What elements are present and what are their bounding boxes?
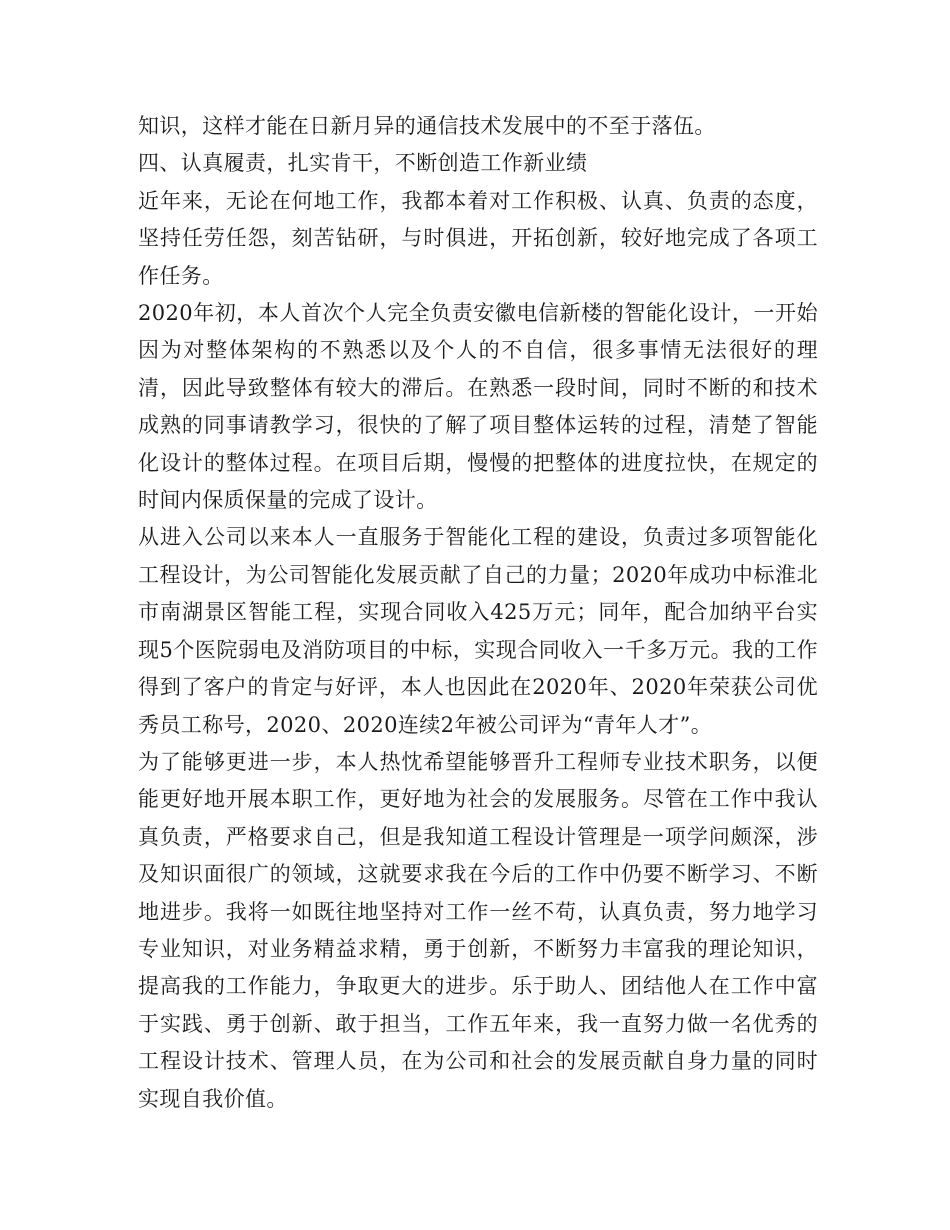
paragraph-achievements: 从进入公司以来本人一直服务于智能化工程的建设，负责过多项智能化工程设计，为公司智能化发展贡献了自己的力量；2020年成功中标淮北市南湖景区智能工程，实现合同收入425万元；同年，配合加纳平台实现5个医院弱电及消防项目的中标，实现合同收入一千多万元。我的工作得到了客户的肯定与好评，本人也因此在2020年、2020年荣获公司优秀员工称号，2020、2020连续2年被公司评为“青年人才”。 xyxy=(138,525,818,737)
paragraph-attitude: 近年来，无论在何地工作，我都本着对工作积极、认真、负责的态度，坚持任劳任怨，刻苦钻研，与时俱进，开拓创新，较好地完成了各项工作任务。 xyxy=(138,188,818,288)
section-heading: 四、认真履责，扎实肯干，不断创造工作新业绩 xyxy=(138,151,588,176)
paragraph-2020-project: 2020年初，本人首次个人完全负责安徽电信新楼的智能化设计，一开始因为对整体架构的不熟悉以及个人的不自信，很多事情无法很好的理清，因此导致整体有较大的滞后。在熟悉一段时间，同时不断的和技术成熟的同事请教学习，很快的了解了项目整体运转的过程，清楚了智能化设计的整体过程。在项目后期，慢慢的把整体的进度拉快，在规定的时间内保质保量的完成了设计。 xyxy=(138,301,818,513)
paragraph-aspiration: 为了能够更进一步，本人热忱希望能够晋升工程师专业技术职务，以便能更好地开展本职工作，更好地为社会的发展服务。尽管在工作中我认真负责，严格要求自己，但是我知道工程设计管理是一项学问颇深，涉及知识面很广的领域，这就要求我在今后的工作中仍要不断学习、不断地进步。我将一如既往地坚持对工作一丝不苟，认真负责，努力地学习专业知识，对业务精益求精，勇于创新，不断努力丰富我的理论知识，提高我的工作能力，争取更大的进步。乐于助人、团结他人在工作中富于实践、勇于创新、敢于担当，工作五年来，我一直努力做一名优秀的工程设计技术、管理人员，在为公司和社会的发展贡献自身力量的同时实现自我价值。 xyxy=(138,749,818,1111)
document-body xyxy=(138,108,818,1118)
paragraph-continuation: 知识，这样才能在日新月异的通信技术发展中的不至于落伍。 xyxy=(138,114,716,138)
